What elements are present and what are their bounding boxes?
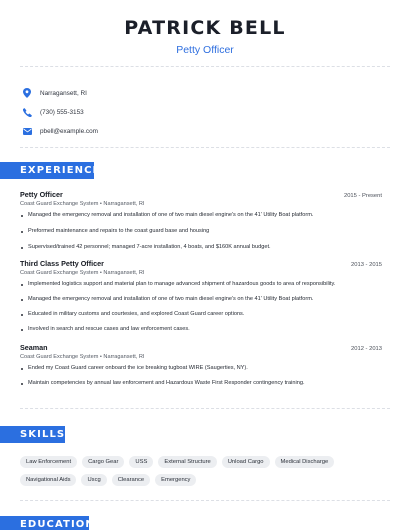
job-title: Third Class Petty Officer xyxy=(20,259,104,268)
job-title: Seaman xyxy=(20,343,48,352)
job-company: Coast Guard Exchange System • Narragansett, RI xyxy=(20,270,145,276)
email-icon xyxy=(22,126,32,136)
header-divider xyxy=(20,66,390,67)
job-company: Coast Guard Exchange System • Narragansett, RI xyxy=(20,354,145,360)
skill-chip: Clearance xyxy=(112,474,150,486)
job-bullet: Implemented logistics support and material plan to manage advanced shipment of hazardous goods to area of responsibility. xyxy=(20,281,382,288)
job-dates: 2012 - 2013 xyxy=(351,346,382,352)
skill-chip: Cargo Gear xyxy=(82,456,124,468)
skill-chip: USS xyxy=(129,456,153,468)
job-bullets xyxy=(20,212,382,251)
skill-chip: Emergency xyxy=(155,474,196,486)
job-bullet: Supervised/trained 42 personnel; managed 7-acre installation, 4 boats, and $160K annual budget. xyxy=(20,244,382,251)
phone-icon xyxy=(22,107,32,117)
job-bullet: Involved in search and rescue cases and law enforcement cases. xyxy=(20,326,382,333)
job-title: Petty Officer xyxy=(20,190,63,199)
experience-section-header: EXPERIENCE xyxy=(0,162,94,179)
contact-location-text: Narragansett, RI xyxy=(40,89,87,97)
job-company: Coast Guard Exchange System • Narragansett, RI xyxy=(20,201,145,207)
job-bullet: Educated in military customs and courtesies, and explored Coast Guard career options. xyxy=(20,311,382,318)
skill-chip: Law Enforcement xyxy=(20,456,77,468)
person-name: PATRICK BELL xyxy=(124,17,286,39)
skill-chip: Medical Discharge xyxy=(275,456,335,468)
job-bullets xyxy=(20,281,382,333)
job-dates: 2015 - Present xyxy=(343,193,382,199)
job-dates: 2013 - 2015 xyxy=(351,262,382,268)
skill-chip: Uscg xyxy=(81,474,106,486)
job-entry xyxy=(20,190,382,251)
skill-chip: External Structure xyxy=(158,456,216,468)
experience-divider xyxy=(20,408,390,409)
education-section-header: EDUCATION xyxy=(0,516,89,530)
job-bullet: Managed the emergency removal and installation of one of two main diesel engine's on the 41' Utility Boat platform. xyxy=(20,296,382,303)
skills-divider xyxy=(20,500,390,501)
person-title: Petty Officer xyxy=(176,44,234,56)
skills-list xyxy=(20,456,390,486)
job-entry xyxy=(20,343,382,387)
job-bullet: Managed the emergency removal and installation of one of two main diesel engine's on the 41' Utility Boat platform. xyxy=(20,212,382,219)
contact-divider xyxy=(20,147,390,148)
job-bullet: Maintain competencies by annual law enforcement and Hazardous Waste First Responder contingency training. xyxy=(20,380,382,387)
contact-location xyxy=(22,84,98,102)
resume-header xyxy=(0,0,410,56)
job-bullets xyxy=(20,365,382,387)
skill-chip: Unload Cargo xyxy=(222,456,270,468)
job-bullet: Preformed maintenance and repairs to the coast guard base and housing xyxy=(20,228,382,235)
contact-phone-text: (730) 555-3153 xyxy=(40,108,84,116)
job-bullet: Ended my Coast Guard career onboard the ice breaking tugboat WIRE (Saugerties, NY). xyxy=(20,365,382,372)
skill-chip: Navigational Aids xyxy=(20,474,76,486)
contact-email-text: pbell@example.com xyxy=(40,127,98,135)
contact-list xyxy=(22,84,98,141)
contact-phone xyxy=(22,103,98,121)
job-entry xyxy=(20,259,382,333)
contact-email xyxy=(22,122,98,140)
location-pin-icon xyxy=(22,88,32,98)
skills-section-header: SKILLS xyxy=(0,426,65,443)
